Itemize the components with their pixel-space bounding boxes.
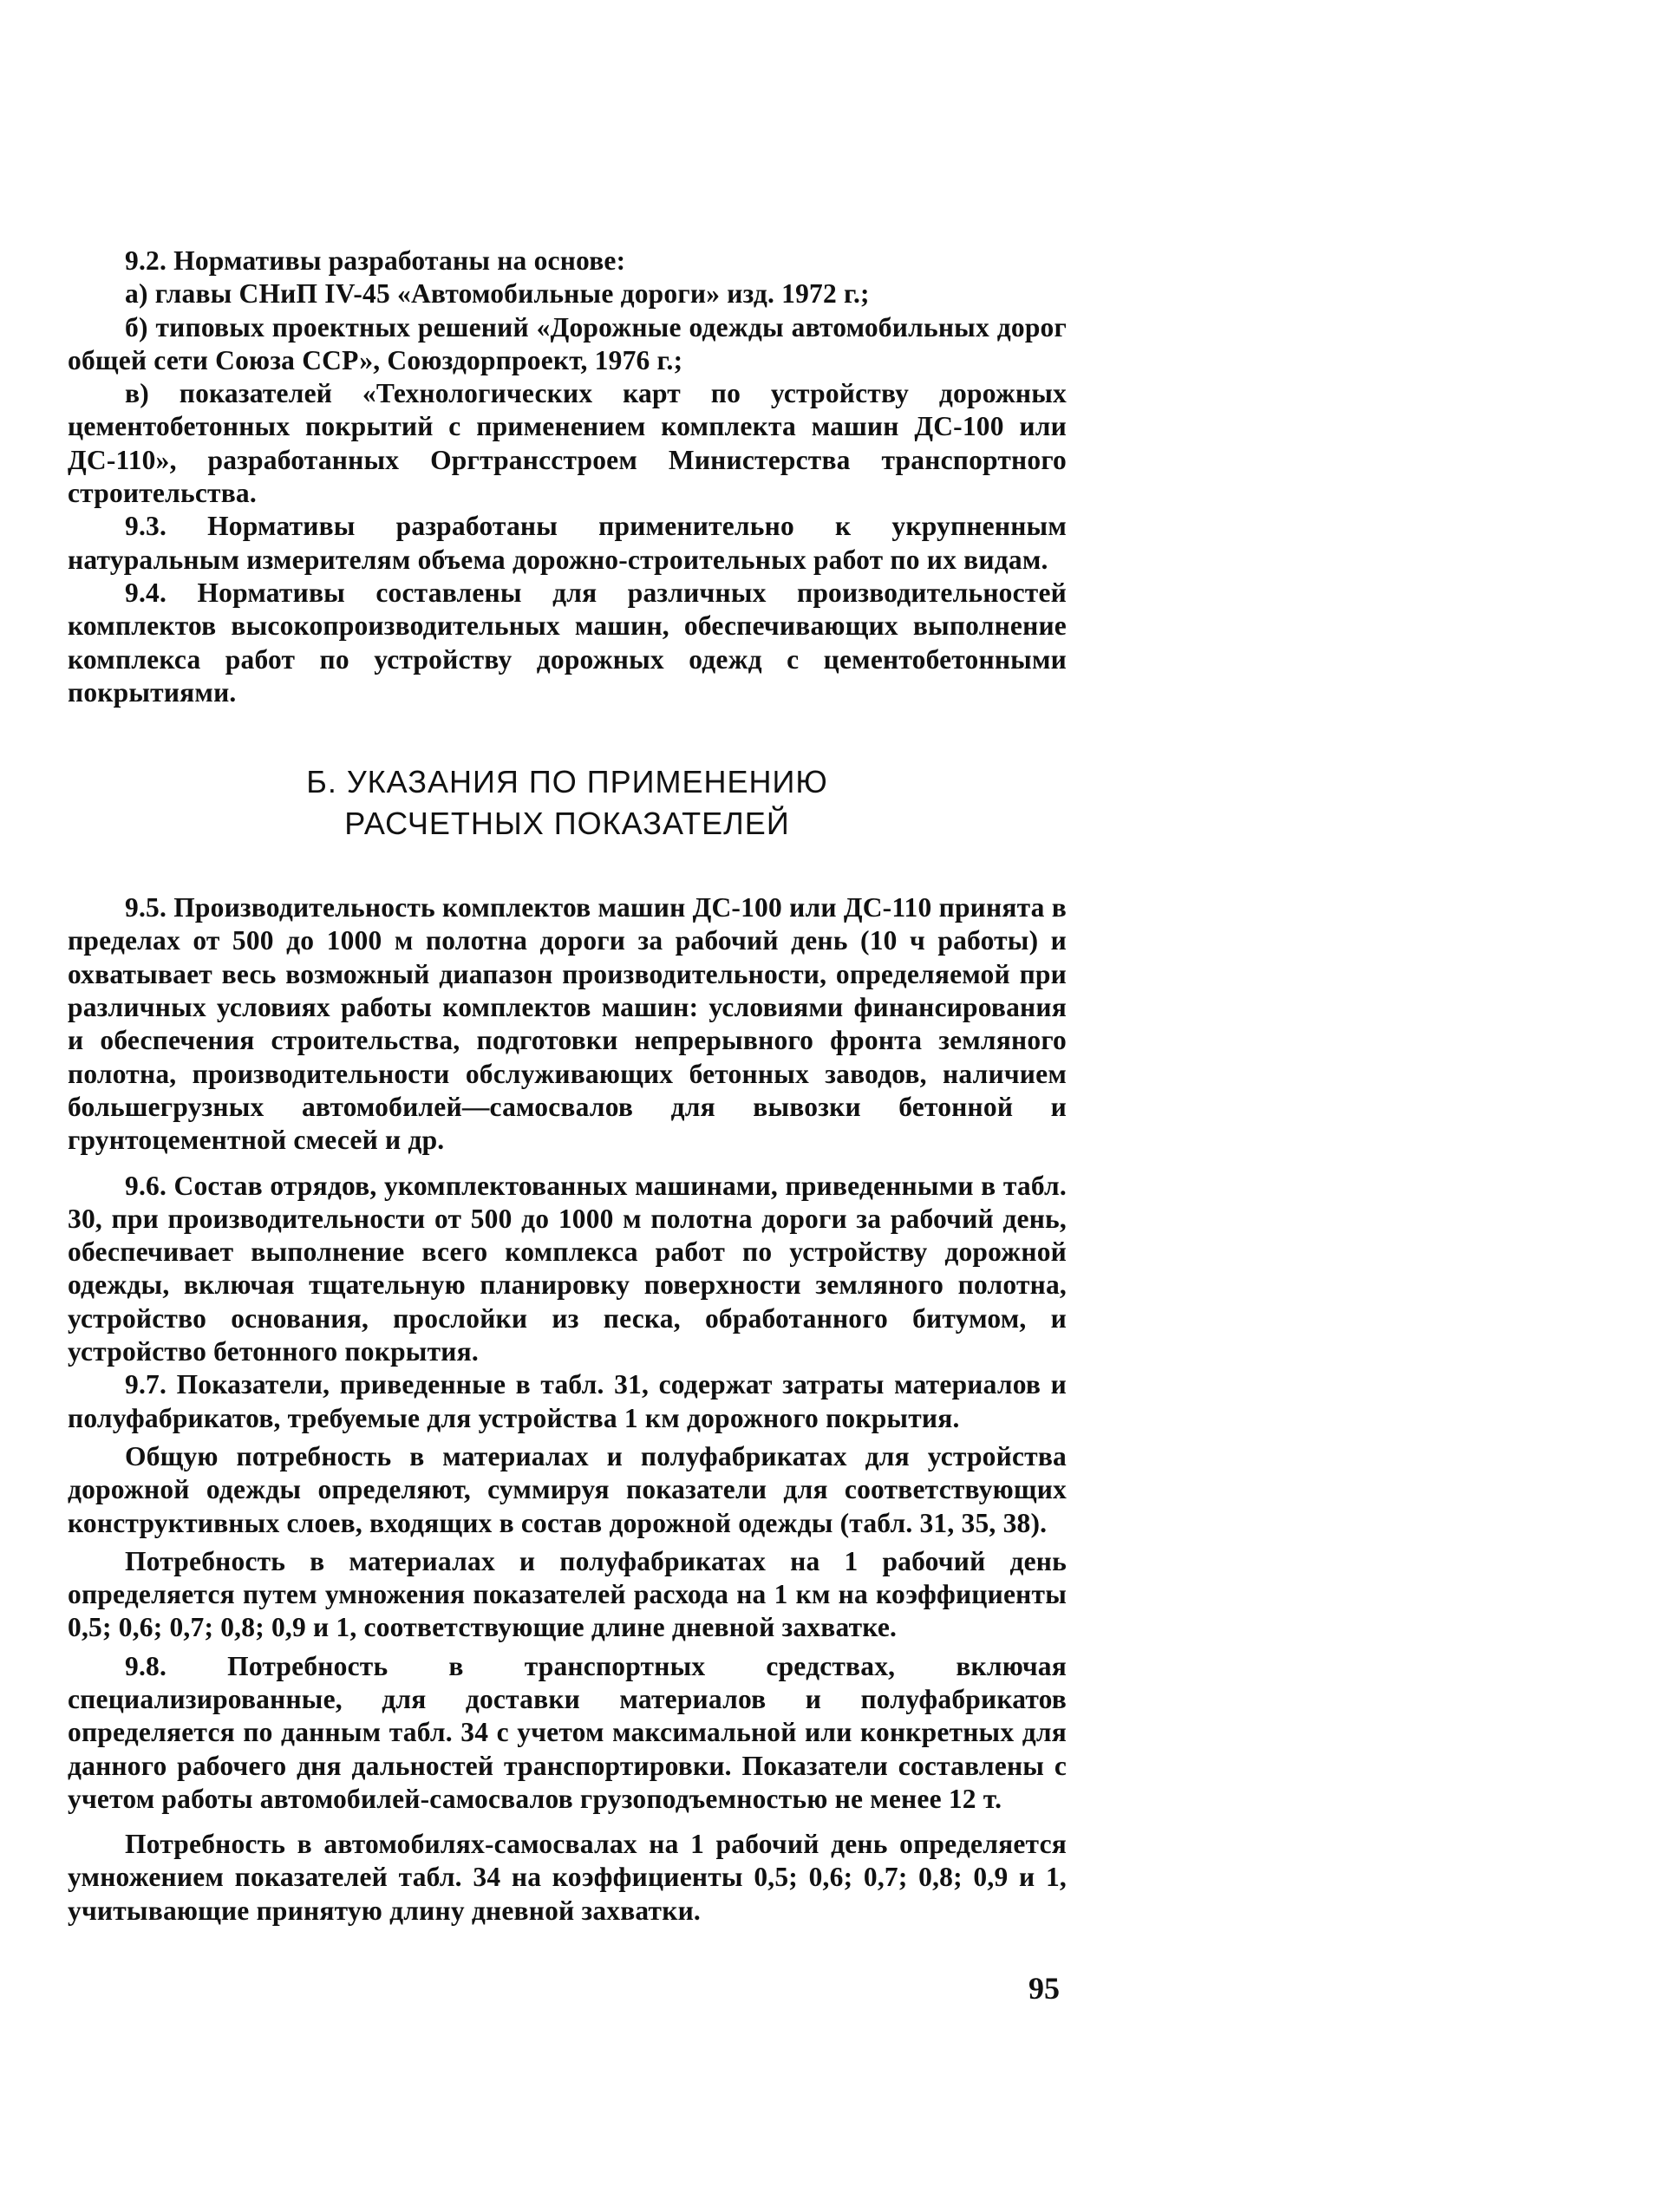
paragraph-9-5: 9.5. Производительность комплектов машин ДС-100 или ДС-110 принята в пределах от 500 до 1000 м полотна дороги за рабочий день (10 ч работы) и охватывает весь возможный диапазон производительности, определяемой при различных условиях работы комплектов машин: условиями финансирования и обеспечения строительства, подготовки непрерывного фронта земляного полотна, производительности обслуживающих бетонных заводов, наличием большегрузных автомобилей—самосвалов для вывозки бетонной и грунтоцементной смесей и др. xyxy=(68,892,1067,1156)
paragraph-9-7: 9.7. Показатели, приведенные в табл. 31, содержат затраты материалов и полуфабрикатов, требуемые для устройства 1 км дорожного покрытия. xyxy=(68,1369,1067,1433)
paragraph-9-2-item-a: а) главы СНиП IV-45 «Автомобильные дороги» изд. 1972 г.; xyxy=(125,278,870,310)
paragraph-9-2-intro: 9.2. Нормативы разработаны на основе: xyxy=(125,245,626,276)
paragraph-9-2-item-b: б) типовых проектных решений «Дорожные одежды автомобильных дорог общей сети Союза ССР», Союздорпроект, 1976 г.; xyxy=(68,311,1067,375)
paragraph-9-3: 9.3. Нормативы разработаны применительно к укрупненным натуральным измерителям объема дорожно-строительных работ по их видам. xyxy=(68,511,1067,575)
page-body xyxy=(68,245,1067,1928)
paragraph-9-4: 9.4. Нормативы составлены для различных производительностей комплектов высокопроизводительных машин, обеспечивающих выполнение комплекса работ по устройству дорожных одежд с цементобетонными покрытиями. xyxy=(68,577,1067,708)
paragraph-9-7-total: Общую потребность в материалах и полуфабрикатах для устройства дорожной одежды определяют, суммируя показатели для соответствующих конструктивных слоев, входящих в состав дорожной одежды (табл. 31, 35, 38). xyxy=(68,1440,1067,1538)
paragraph-9-8: 9.8. Потребность в транспортных средствах, включая специализированные, для доставки материалов и полуфабрикатов определяется по данным табл. 34 с учетом максимальной или конкретных для данного рабочего дня дальностей транспортировки. Показатели составлены с учетом работы автомобилей-самосвалов грузоподъемностью не менее 12 т. xyxy=(68,1650,1067,1814)
section-heading xyxy=(68,761,1067,845)
page-number: 95 xyxy=(1028,1971,1060,2006)
paragraph-9-7-daily: Потребность в материалах и полуфабрикатах на 1 рабочий день определяется путем умножения показателей расхода на 1 км на коэффициенты 0,5; 0,6; 0,7; 0,8; 0,9 и 1, соответствующие длине дневной захватке. xyxy=(68,1545,1067,1643)
section-heading-line-1: Б. УКАЗАНИЯ ПО ПРИМЕНЕНИЮ xyxy=(306,764,828,800)
paragraph-9-6: 9.6. Состав отрядов, укомплектованных машинами, приведенными в табл. 30, при производительности от 500 до 1000 м полотна дороги за рабочий день, обеспечивает выполнение всего комплекса работ по устройству дорожной одежды, включая тщательную планировку поверхности земляного полотна, устройство основания, прослойки из песка, обработанного битумом, и устройство бетонного покрытия. xyxy=(68,1170,1067,1367)
paragraph-9-8-trucks: Потребность в автомобилях-самосвалах на 1 рабочий день определяется умножением показателей табл. 34 на коэффициенты 0,5; 0,6; 0,7; 0,8; 0,9 и 1, учитывающие принятую длину дневной захватки. xyxy=(68,1829,1067,1926)
paragraph-9-2-item-c: в) показателей «Технологических карт по устройству дорожных цементобетонных покрытий с применением комплекта машин ДС-100 или ДС-110», разработанных Оргтрансстроем Министерства транспортного строительства. xyxy=(68,378,1067,509)
section-heading-line-2: РАСЧЕТНЫХ ПОКАЗАТЕЛЕЙ xyxy=(344,806,790,842)
